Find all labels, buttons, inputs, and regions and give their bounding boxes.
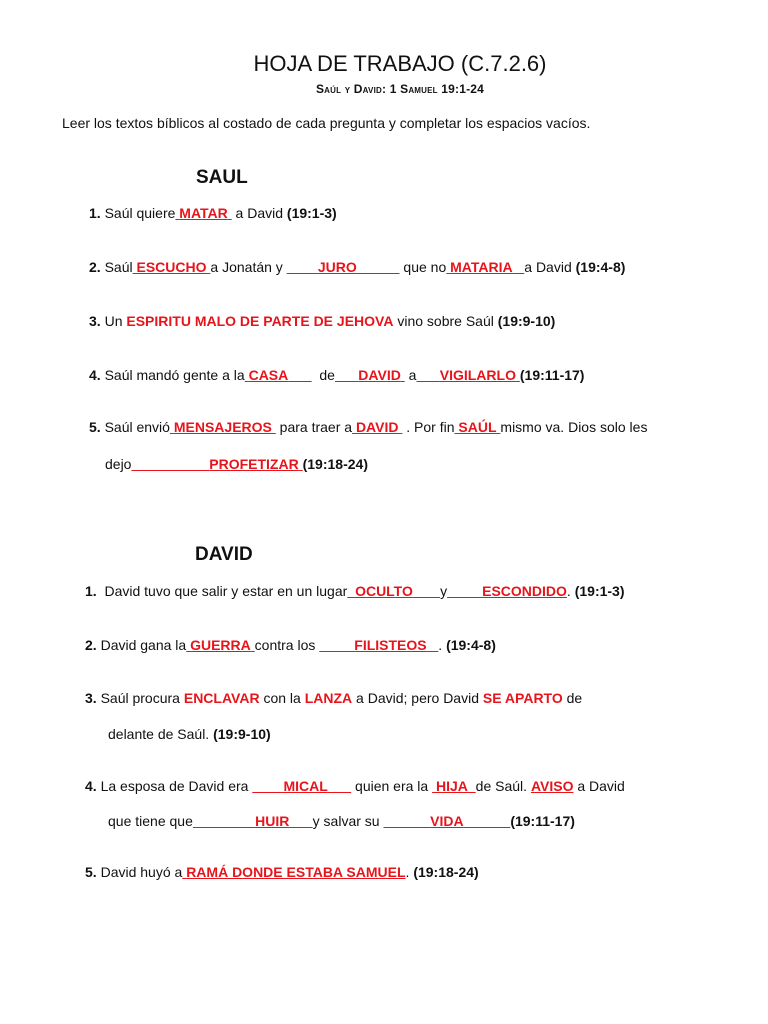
- verse-reference: (19:9-10): [213, 726, 271, 742]
- answer-text: ENCLAVAR: [183, 690, 260, 706]
- saul-question-3: [89, 313, 555, 329]
- question-text: David huyó a: [100, 864, 183, 880]
- verse-reference: (19:1-3): [574, 583, 625, 599]
- david-question-4-continued: [108, 813, 575, 829]
- question-text: delante de Saúl.: [108, 726, 210, 742]
- verse-reference: (19:18-24): [413, 864, 479, 880]
- question-text: para traer a: [279, 419, 353, 435]
- answer-text: SE APARTO: [482, 690, 563, 706]
- question-text: de Saúl.: [475, 778, 528, 794]
- question-number: 3.: [85, 690, 97, 706]
- question-text: dejo: [105, 456, 132, 472]
- question-text: que no: [403, 259, 447, 275]
- david-question-1: 1. David tuvo que salir y estar en un lugar OCULTO y ESCONDIDO. (19:1-3): [85, 583, 625, 599]
- saul-question-5-continued: [105, 456, 368, 472]
- answer-blank: HIJA: [435, 778, 468, 794]
- question-number: 1.: [85, 583, 97, 599]
- david-question-5: 5. David huyó a RAMÁ DONDE ESTABA SAMUEL. (19:18-24): [85, 864, 479, 880]
- question-text: contra los: [254, 637, 316, 653]
- question-text: Saúl: [104, 259, 133, 275]
- question-text: vino sobre Saúl: [397, 313, 494, 329]
- answer-blank: MICAL: [283, 778, 328, 794]
- david-question-3-continued: [108, 726, 271, 742]
- instructions: Leer los textos bíblicos al costado de cada pregunta y completar los espacios vacíos.: [62, 115, 591, 131]
- question-number: 2.: [85, 637, 97, 653]
- answer-blank: DAVID: [358, 367, 401, 383]
- answer-blank: SAÚL: [458, 419, 497, 435]
- question-text: y salvar su: [312, 813, 380, 829]
- answer-blank: FILISTEOS: [354, 637, 427, 653]
- answer-blank: CASA: [248, 367, 289, 383]
- answer-blank: PROFETIZAR: [209, 456, 299, 472]
- question-text: Un: [104, 313, 123, 329]
- answer-blank: ESCONDIDO: [482, 583, 567, 599]
- answer-blank: JURO: [317, 259, 357, 275]
- question-text: quien era la: [355, 778, 429, 794]
- david-question-3: [85, 690, 582, 706]
- verse-reference: (19:11-17): [510, 813, 575, 829]
- section-heading-david: DAVID: [195, 544, 253, 565]
- answer-blank: AVISO: [530, 778, 574, 794]
- question-text: Saúl procura: [100, 690, 180, 706]
- david-question-4: [85, 778, 625, 794]
- verse-reference: (19:11-17): [519, 367, 585, 383]
- answer-blank: MATAR: [179, 205, 228, 221]
- question-number: 4.: [85, 778, 97, 794]
- question-text: mismo va. Dios solo les: [500, 419, 648, 435]
- david-question-2: 2. David gana la GUERRA contra los FILISTEOS . (19:4-8): [85, 637, 496, 653]
- answer-blank: RAMÁ DONDE ESTABA SAMUEL: [186, 864, 406, 880]
- answer-text: ESPIRITU MALO DE PARTE DE JEHOVA: [126, 313, 394, 329]
- section-heading-saul: SAUL: [196, 167, 248, 188]
- question-text: David gana la: [100, 637, 187, 653]
- verse-reference: (19:4-8): [446, 637, 496, 653]
- question-number: 4.: [89, 367, 101, 383]
- question-text: con la: [263, 690, 301, 706]
- question-text: . Por fin: [406, 419, 455, 435]
- answer-blank: ESCUCHO: [136, 259, 207, 275]
- answer-blank: MATARIA: [450, 259, 513, 275]
- verse-reference: (19:4-8): [575, 259, 626, 275]
- answer-text: LANZA: [304, 690, 353, 706]
- page-subtitle: Saúl y David: 1 Samuel 19:1-24: [315, 82, 485, 96]
- answer-blank: VIGILARLO: [439, 367, 516, 383]
- answer-blank: VIDA: [430, 813, 464, 829]
- question-text: y: [440, 583, 448, 599]
- question-text: a: [408, 367, 417, 383]
- question-text: a David: [235, 205, 284, 221]
- question-text: David tuvo que salir y estar en un lugar: [104, 583, 348, 599]
- question-text: Saúl envió: [104, 419, 170, 435]
- verse-reference: (19:18-24): [302, 456, 368, 472]
- question-text: a David: [577, 778, 625, 794]
- question-text: a Jonatán y: [210, 259, 283, 275]
- saul-question-5: [89, 419, 647, 435]
- answer-blank: MENSAJEROS: [173, 419, 272, 435]
- saul-question-1: [89, 205, 337, 221]
- answer-blank: HUIR: [255, 813, 290, 829]
- question-number: 5.: [85, 864, 97, 880]
- saul-question-4: [89, 367, 584, 383]
- question-text: que tiene que: [108, 813, 193, 829]
- question-text: de: [319, 367, 335, 383]
- verse-reference: (19:9-10): [497, 313, 556, 329]
- question-text: Saúl quiere: [104, 205, 176, 221]
- question-number: 5.: [89, 419, 101, 435]
- saul-question-2: [89, 259, 625, 275]
- answer-blank: DAVID: [355, 419, 399, 435]
- question-text: a David: [524, 259, 572, 275]
- question-text: a David; pero David: [356, 690, 479, 706]
- question-number: 3.: [89, 313, 101, 329]
- question-text: Saúl mandó gente a la: [104, 367, 245, 383]
- verse-reference: (19:1-3): [286, 205, 337, 221]
- question-text: de: [566, 690, 583, 706]
- question-text: La esposa de David era: [100, 778, 249, 794]
- question-number: 2.: [89, 259, 101, 275]
- question-number: 1.: [89, 205, 101, 221]
- page-title: HOJA DE TRABAJO (C.7.2.6): [253, 51, 547, 76]
- answer-blank: OCULTO: [355, 583, 413, 599]
- answer-blank: GUERRA: [190, 637, 251, 653]
